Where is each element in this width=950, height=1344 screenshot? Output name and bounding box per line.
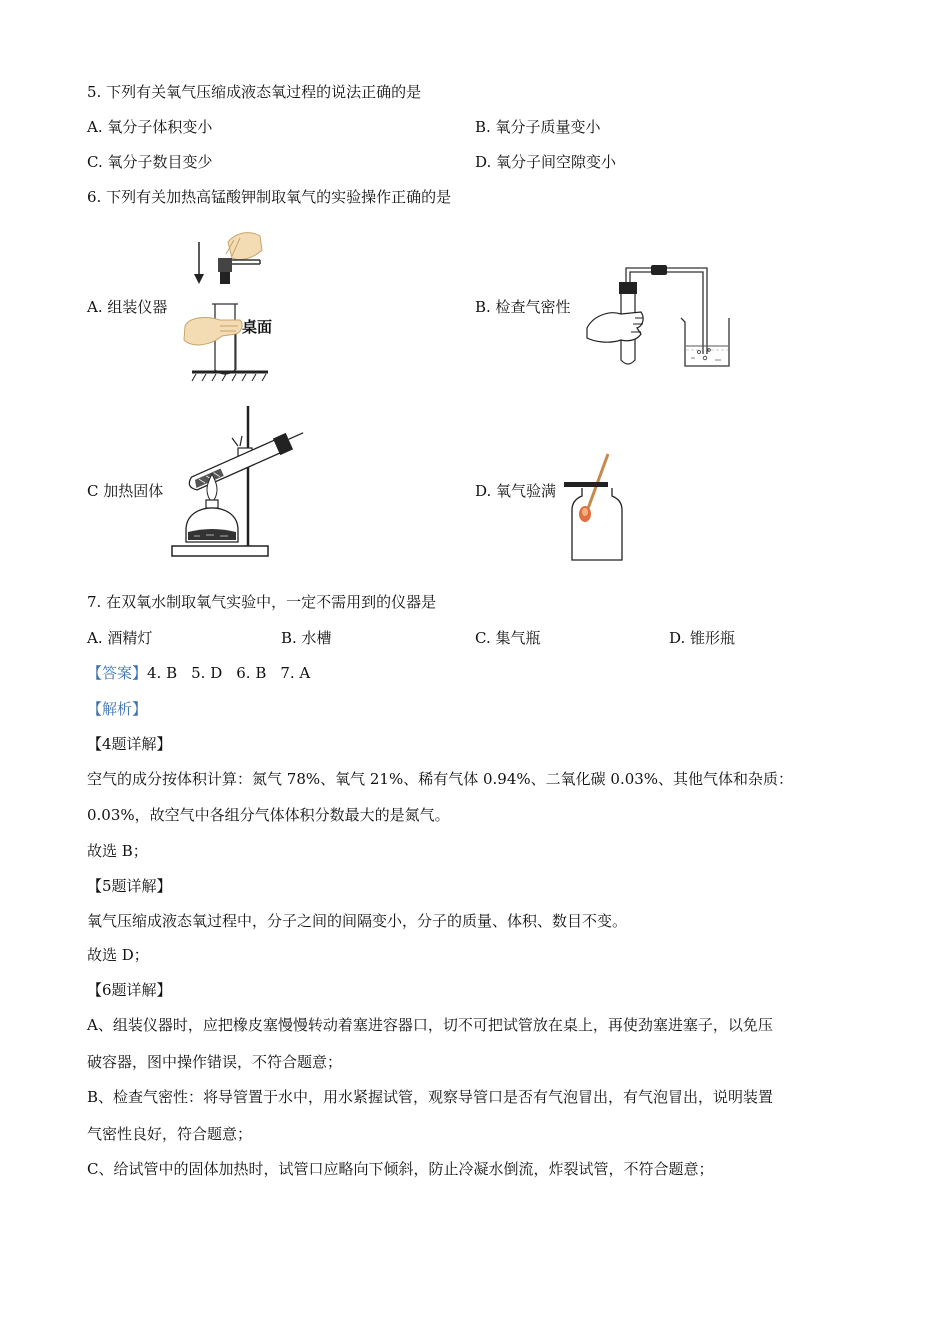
q6-option-a: A. 组装仪器 [87, 298, 168, 316]
analysis-4-line-2: 0.03%，故空气中各组分气体体积分数最大的是氮气。 [87, 806, 450, 824]
figure-oxygen-full-test [562, 448, 632, 564]
answer-4: 4. B [147, 664, 178, 682]
figure-heating-solid [170, 402, 310, 562]
answer-tag: 【答案】 [87, 664, 148, 682]
q7-option-a: A. 酒精灯 [87, 629, 153, 647]
q7-stem: 7. 在双氧水制取氧气实验中，一定不需用到的仪器是 [87, 593, 437, 611]
q7-option-b: B. 水槽 [281, 629, 332, 647]
analysis-6-line-1: A、组装仪器时，应把橡皮塞慢慢转动着塞进容器口，切不可把试管放在桌上，再使劲塞进塞子，以免压 [87, 1016, 773, 1034]
answer-7: 7. A [280, 664, 311, 682]
analysis-heading-5: 【5题详解】 [87, 877, 172, 895]
answer-line [87, 663, 310, 683]
answer-5: 5. D [191, 664, 223, 682]
q5-option-d: D. 氧分子间空隙变小 [475, 153, 617, 171]
q7-option-d: D. 锥形瓶 [669, 629, 736, 647]
analysis-tag: 【解析】 [87, 700, 148, 718]
analysis-6-line-5: C、给试管中的固体加热时，试管口应略向下倾斜，防止冷凝水倒流，炸裂试管，不符合题意； [87, 1160, 714, 1178]
analysis-6-line-3: B、检查气密性：将导管置于水中，用水紧握试管，观察导管口是否有气泡冒出，有气泡冒出，说明装置 [87, 1088, 774, 1106]
analysis-5-line-1: 氧气压缩成液态氧过程中，分子之间的间隔变小，分子的质量、体积、数目不变。 [87, 912, 628, 930]
q6-option-c: C 加热固体 [87, 482, 164, 500]
analysis-heading-6: 【6题详解】 [87, 981, 172, 999]
analysis-6-line-2: 破容器，图中操作错误，不符合题意； [87, 1053, 343, 1071]
figure-airtight-check [585, 262, 735, 370]
q6-option-d: D. 氧气验满 [475, 482, 557, 500]
analysis-5-line-2: 故选 D； [87, 946, 149, 964]
q5-option-c: C. 氧分子数目变少 [87, 153, 213, 171]
analysis-heading-4: 【4题详解】 [87, 735, 172, 753]
figure-assemble-apparatus [180, 228, 280, 383]
q5-stem: 5. 下列有关氧气压缩成液态氧过程的说法正确的是 [87, 83, 422, 101]
q6-option-b: B. 检查气密性 [475, 298, 571, 316]
analysis-6-line-4: 气密性良好，符合题意； [87, 1125, 253, 1143]
analysis-4-line-1: 空气的成分按体积计算：氮气 78%、氧气 21%、稀有气体 0.94%、二氧化碳 0.03%、其他气体和杂质： [87, 770, 794, 788]
q7-option-c: C. 集气瓶 [475, 629, 541, 647]
desk-label: 桌面 [242, 318, 273, 336]
q6-stem: 6. 下列有关加热高锰酸钾制取氧气的实验操作正确的是 [87, 188, 452, 206]
answer-6: 6. B [236, 664, 267, 682]
q5-option-a: A. 氧分子体积变小 [87, 118, 213, 136]
analysis-4-line-3: 故选 B； [87, 842, 148, 860]
q5-option-b: B. 氧分子质量变小 [475, 118, 601, 136]
